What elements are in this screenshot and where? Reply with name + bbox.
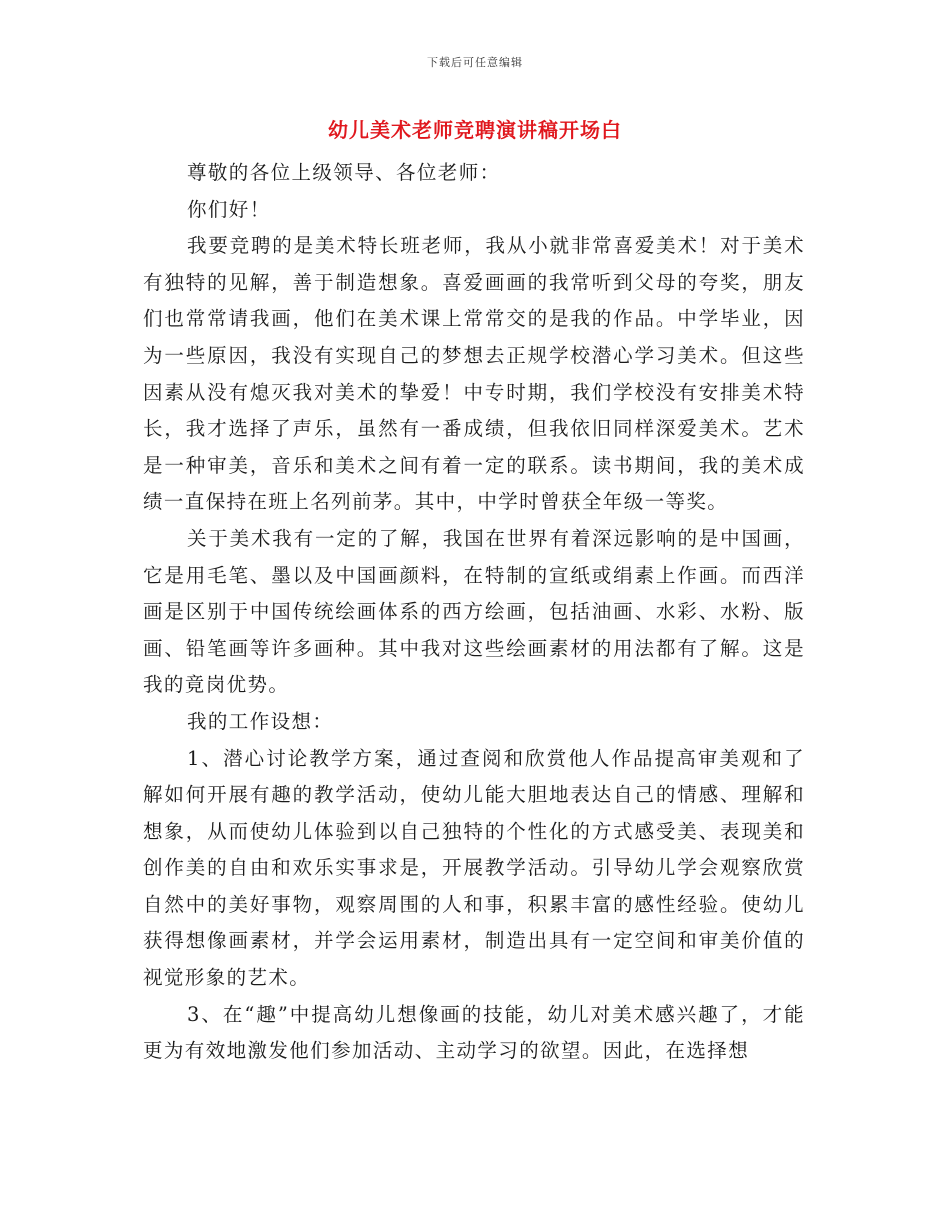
work-plan-heading: 我的工作设想： [187, 709, 334, 733]
paragraph-art-knowledge: 关于美术我有一定的了解，我国在世界有着深远影响的是中国画，它是用毛笔、墨以及中国画颜料，在特制的宣纸或绢素上作画。而西洋画是区别于中国传统绘画体系的西方绘画，包括油画、水彩、水粉、版画、铅笔画等许多画种。其中我对这些绘画素材的用法都有了解。这是我的竟岗优势。 [143, 526, 805, 697]
header-note: 下载后可任意编辑 [427, 56, 523, 69]
paragraph-background: 我要竞聘的是美术特长班老师，我从小就非常喜爱美术！对于美术有独特的见解，善于制造想象。喜爱画画的我常听到父母的夸奖，朋友们也常常请我画，他们在美术课上常常交的是我的作品。中学毕业，因为一些原因，我没有实现自己的梦想去正规学校潜心学习美术。但这些因素从没有熄灭我对美术的挚爱！中专时期，我们学校没有安排美术特长，我才选择了声乐，虽然有一番成绩，但我依旧同样深爱美术。艺术是一种审美，音乐和美术之间有着一定的联系。读书期间，我的美术成绩一直保持在班上名列前茅。其中，中学时曾获全年级一等奖。 [143, 234, 805, 514]
salutation: 尊敬的各位上级领导、各位老师： [187, 161, 501, 184]
work-plan-item-3: 3、在“趣”中提高幼儿想像画的技能，幼儿对美术感兴趣了，才能更为有效地激发他们参加活动、主动学习的欲望。因此，在选择想 [143, 1002, 805, 1063]
document-title: 幼儿美术老师竞聘演讲稿开场白 [328, 118, 622, 142]
document-body [143, 155, 805, 1070]
greeting: 你们好！ [187, 197, 271, 221]
work-plan-item-1: 1、潜心讨论教学方案，通过查阅和欣赏他人作品提高审美观和了解如何开展有趣的教学活动，使幼儿能大胆地表达自己的情感、理解和想象，从而使幼儿体验到以自己独特的个性化的方式感受美、表现美和创作美的自由和欢乐实事求是，开展教学活动。引导幼儿学会观察欣赏自然中的美好事物，观察周围的人和事，积累丰富的感性经验。使幼儿获得想像画素材，并学会运用素材，制造出具有一定空间和审美价值的视觉形象的艺术。 [143, 746, 805, 990]
